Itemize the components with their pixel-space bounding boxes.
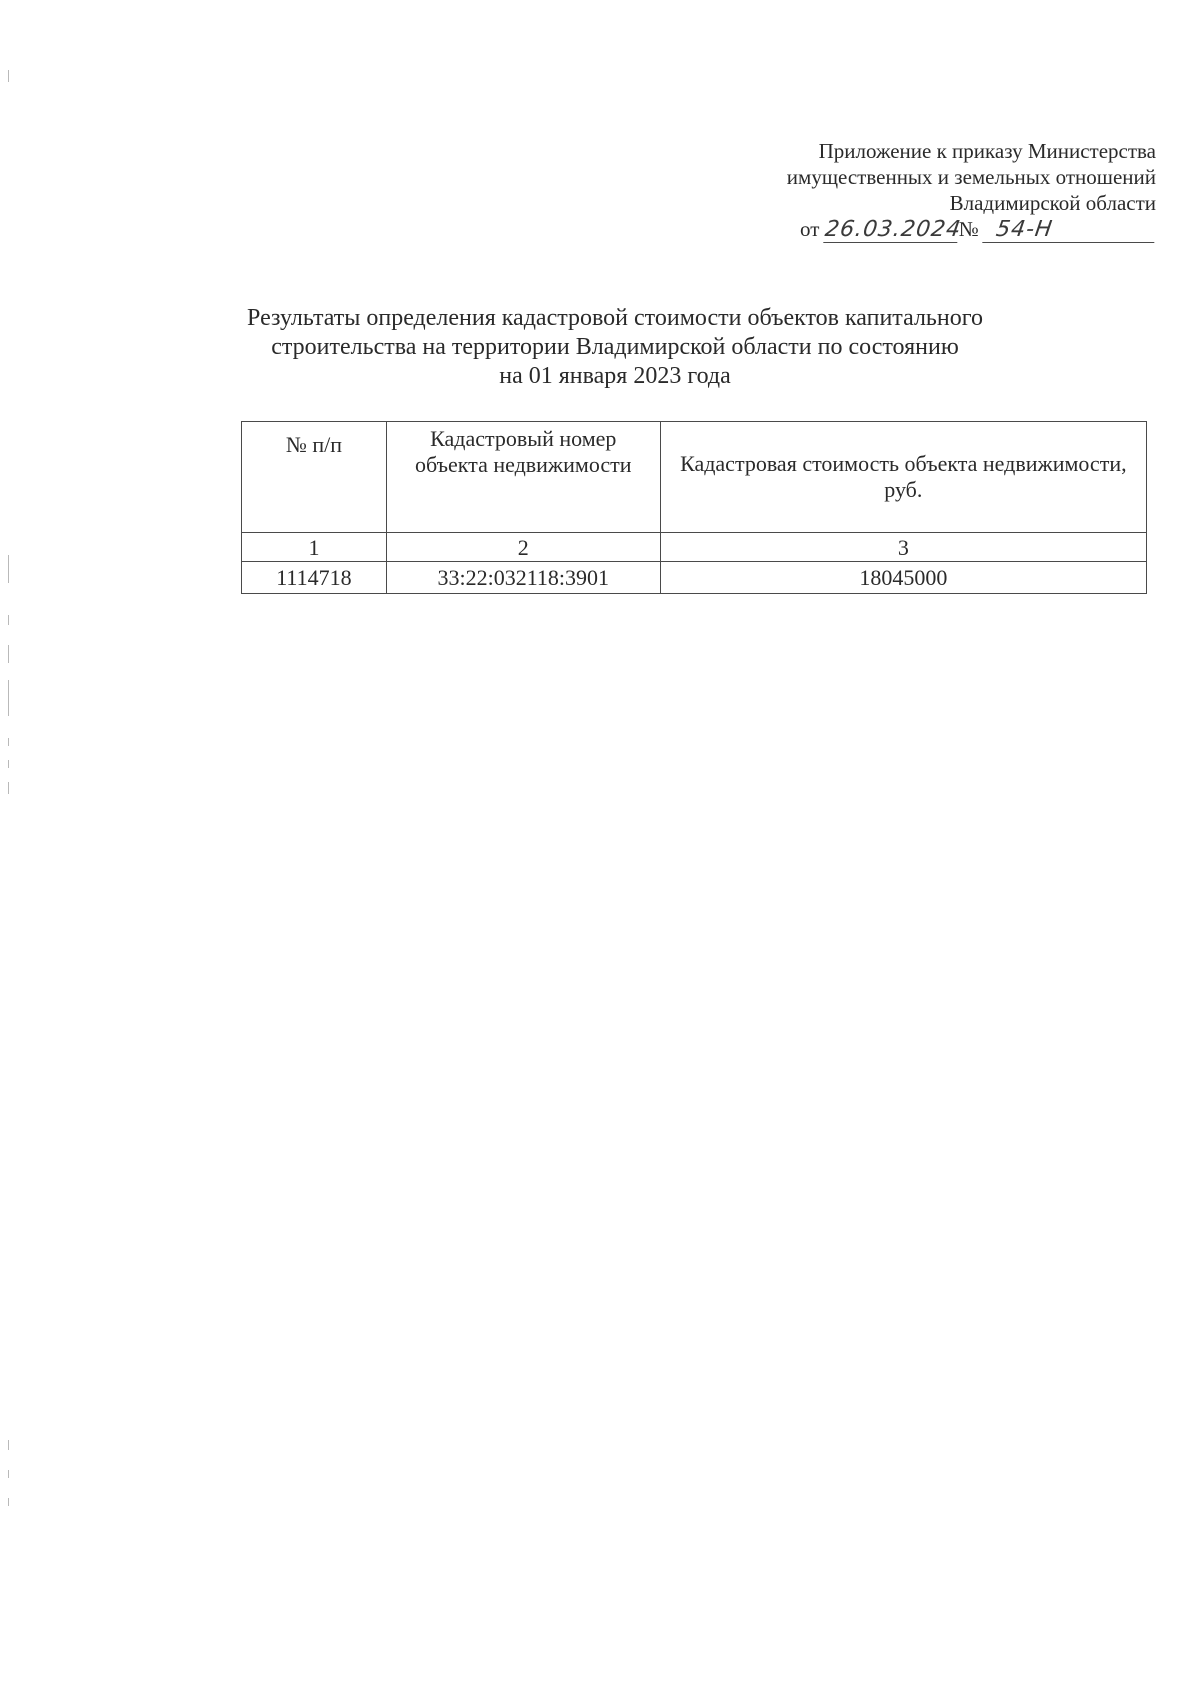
cadastral-value-table xyxy=(241,421,1147,594)
scan-artifact xyxy=(8,1498,9,1506)
header-cadastral-number: Кадастровый номер объекта недвижимости xyxy=(386,422,660,533)
scan-artifact xyxy=(8,1440,9,1450)
scan-artifact xyxy=(8,738,9,746)
title-line-3: на 01 января 2023 года xyxy=(499,363,731,389)
handwritten-date: 26.03.2024 xyxy=(823,217,963,242)
cell-cadastral-value: 18045000 xyxy=(660,562,1146,594)
title-line-1: Результаты определения кадастровой стоимости объектов капитального xyxy=(247,305,983,331)
scan-artifact xyxy=(8,70,9,82)
appendix-line-2: имущественных и земельных отношений xyxy=(786,165,1156,189)
handwritten-order-number: 54-Н xyxy=(982,218,1158,243)
appendix-line-1: Приложение к приказу Министерства xyxy=(818,139,1156,163)
number-sign-label: № xyxy=(958,217,979,241)
column-number-3: 3 xyxy=(660,533,1146,562)
order-date-number-line xyxy=(787,216,1156,243)
header-cadastral-value: Кадастровая стоимость объекта недвижимости, руб. xyxy=(660,422,1146,533)
column-number-1: 1 xyxy=(242,533,387,562)
from-label: от xyxy=(800,217,820,241)
title-line-2: строительства на территории Владимирской области по состоянию xyxy=(271,334,959,360)
document-title xyxy=(200,304,1030,391)
column-number-row xyxy=(242,533,1147,562)
scan-artifact xyxy=(8,555,9,583)
scan-artifact xyxy=(8,645,9,663)
table-header-row xyxy=(242,422,1147,533)
header-row-number: № п/п xyxy=(242,422,387,533)
appendix-header xyxy=(787,138,1156,243)
scan-artifact xyxy=(8,680,9,716)
table-row xyxy=(242,562,1147,594)
scan-artifact xyxy=(8,1470,9,1478)
cell-cadastral-number: 33:22:032118:3901 xyxy=(386,562,660,594)
scan-artifact xyxy=(8,782,9,794)
scan-artifact xyxy=(8,760,9,768)
cell-row-number: 1114718 xyxy=(242,562,387,594)
scan-artifact xyxy=(8,615,9,625)
appendix-line-3: Владимирской области xyxy=(949,191,1156,215)
column-number-2: 2 xyxy=(386,533,660,562)
